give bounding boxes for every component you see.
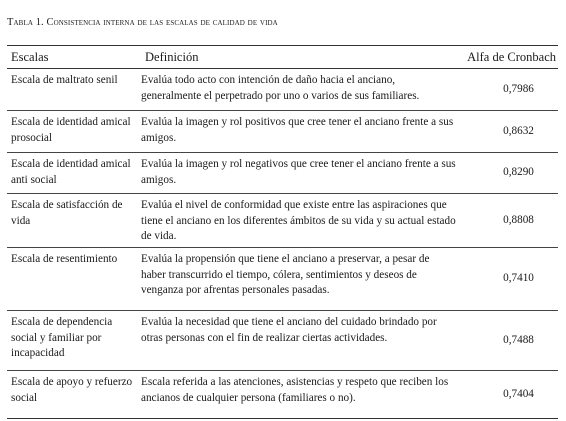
cell-escala: Escala de resentimiento [7,248,135,311]
table-row [7,311,558,371]
cell-alfa: 0,8808 [457,194,558,248]
cell-definicion: Evalúa todo acto con intención de daño hacia el anciano, generalmente el perpetrado por uno o varios de sus familiares. [135,69,457,111]
cell-definicion: Evalúa el nivel de conformidad que existe entre las aspiraciones que tiene el anciano en los diferentes ámbitos de su vida y su actual estado de vida. [135,194,457,248]
table-row [7,194,558,248]
cell-alfa: 0,8632 [457,111,558,153]
cell-alfa: 0,8290 [457,153,558,194]
table-row [7,248,558,311]
table-caption: Tabla 1. Consistencia interna de las escalas de calidad de vida [7,17,278,28]
table-header-row [7,46,558,69]
cell-escala: Escala de identidad amical anti social [7,153,135,194]
table-row [7,111,558,153]
table-row [7,69,558,111]
cell-escala: Escala de apoyo y refuerzo social [7,371,135,419]
cell-definicion: Escala referida a las atenciones, asistencias y respeto que reciben los ancianos de cualquier persona (familiares o no). [135,371,457,419]
cell-escala: Escala de identidad amical prosocial [7,111,135,153]
cell-definicion: Evalúa la necesidad que tiene el anciano del cuidado brindado por otras personas con el fin de realizar ciertas actividades. [135,311,457,371]
cell-escala: Escala de dependencia social y familiar por incapacidad [7,311,135,371]
cell-alfa: 0,7488 [457,311,558,371]
cell-alfa: 0,7410 [457,248,558,311]
cell-escala: Escala de satisfacción de vida [7,194,135,248]
cell-alfa: 0,7986 [457,69,558,111]
header-escalas: Escalas [7,46,135,69]
cell-definicion: Evalúa la propensión que tiene el anciano a preservar, a pesar de haber transcurrido el tiempo, cólera, sentimientos y deseos de venganza por afrentas personales pasadas. [135,248,457,311]
table-row [7,371,558,419]
cell-definicion: Evalúa la imagen y rol positivos que cree tener el anciano frente a sus amigos. [135,111,457,153]
reliability-table [7,45,558,419]
header-definicion: Definición [135,46,457,69]
cell-alfa: 0,7404 [457,371,558,419]
header-alfa: Alfa de Cronbach [457,46,558,69]
cell-escala: Escala de maltrato senil [7,69,135,111]
table-row [7,153,558,194]
cell-definicion: Evalúa la imagen y rol negativos que cree tener el anciano frente a sus amigos. [135,153,457,194]
